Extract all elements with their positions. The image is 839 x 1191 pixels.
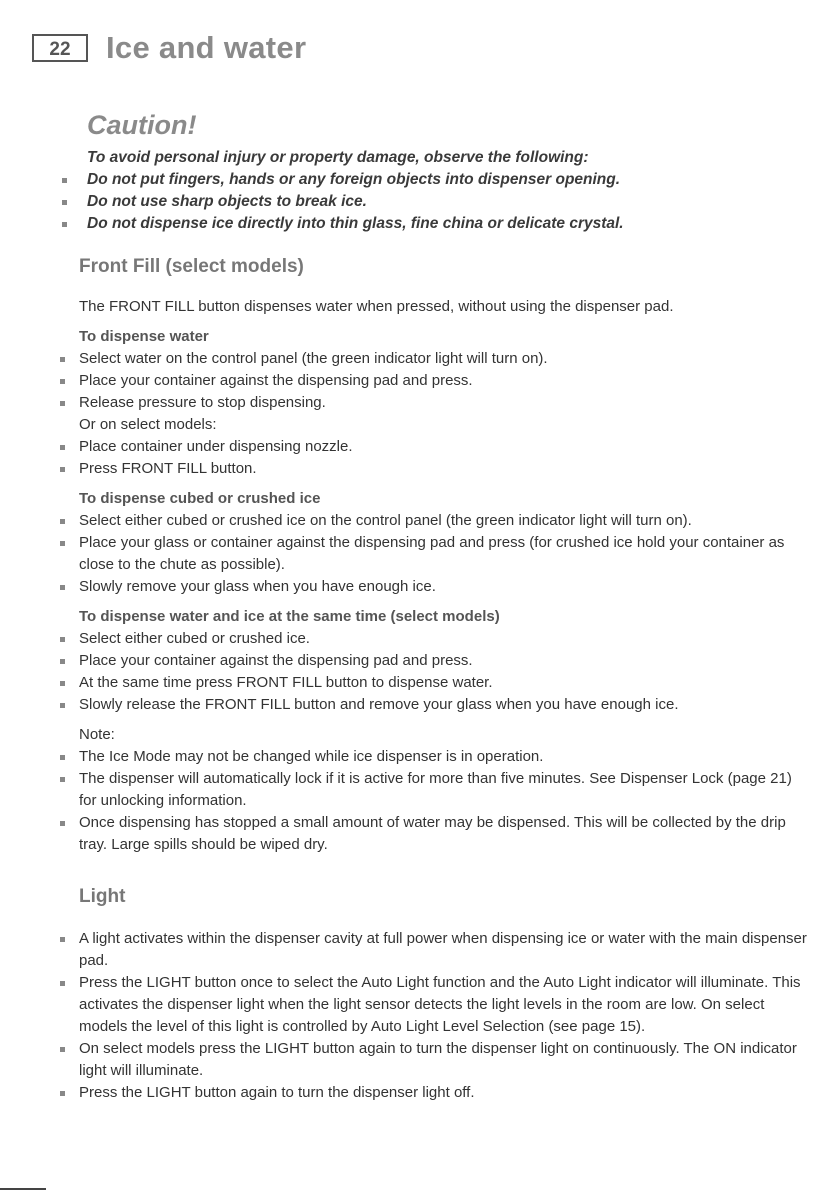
caution-box (87, 110, 807, 235)
alt-models-label: Or on select models: (79, 416, 217, 433)
list-item: Select either cubed or crushed ice. (79, 628, 809, 650)
caution-item: Do not use sharp objects to break ice. (87, 191, 807, 213)
list-item: A light activates within the dispenser cavity at full power when dispensing ice or water with the main dispenser pad. (79, 928, 809, 972)
list-item: Slowly remove your glass when you have enough ice. (79, 576, 809, 598)
list-item: Place your container against the dispensing pad and press. (79, 370, 809, 392)
light-section (79, 886, 809, 1104)
section-heading-light: Light (79, 886, 126, 907)
sub-heading-dispense-both: To dispense water and ice at the same time (select models) (79, 608, 500, 625)
note-label: Note: (79, 726, 115, 743)
front-fill-section (79, 256, 809, 856)
list-item: Press the LIGHT button again to turn the dispenser light off. (79, 1082, 809, 1104)
list-item: Once dispensing has stopped a small amount of water may be dispensed. This will be collected by the drip tray. Large spills should be wiped dry. (79, 812, 809, 856)
list-item: Press FRONT FILL button. (79, 458, 809, 480)
sub-heading-dispense-ice: To dispense cubed or crushed ice (79, 490, 321, 507)
list-item: At the same time press FRONT FILL button to dispense water. (79, 672, 809, 694)
list-item: On select models press the LIGHT button again to turn the dispenser light on continuously. The ON indicator light will illuminate. (79, 1038, 809, 1082)
list-item: Place your container against the dispensing pad and press. (79, 650, 809, 672)
caution-item: Do not put fingers, hands or any foreign objects into dispenser opening. (87, 169, 807, 191)
list-item: Select either cubed or crushed ice on the control panel (the green indicator light will turn on). (79, 510, 809, 532)
caution-item: Do not dispense ice directly into thin glass, fine china or delicate crystal. (87, 213, 807, 235)
list-item: Place container under dispensing nozzle. (79, 436, 809, 458)
section-heading-front-fill: Front Fill (select models) (79, 256, 304, 277)
footer-rule (0, 1188, 46, 1190)
sub-heading-dispense-water: To dispense water (79, 328, 209, 345)
list-item: Place your glass or container against the dispensing pad and press (for crushed ice hold your container as close to the chute as possible). (79, 532, 809, 576)
list-item: The Ice Mode may not be changed while ice dispenser is in operation. (79, 746, 809, 768)
list-item: Press the LIGHT button once to select the Auto Light function and the Auto Light indicator will illuminate. This activates the dispenser light when the light sensor detects the light levels in the room are low. On select models the level of this light is controlled by Auto Light Level Selection (see page 15). (79, 972, 809, 1038)
front-fill-intro: The FRONT FILL button dispenses water when pressed, without using the dispenser pad. (79, 298, 674, 315)
list-item: Select water on the control panel (the green indicator light will turn on). (79, 348, 809, 370)
page-header (32, 28, 306, 68)
page-number: 22 (32, 34, 88, 62)
caution-title: Caution! (87, 110, 197, 140)
list-item: The dispenser will automatically lock if it is active for more than five minutes. See Dispenser Lock (page 21) for unlocking information. (79, 768, 809, 812)
list-item: Release pressure to stop dispensing. (79, 392, 809, 414)
caution-intro: To avoid personal injury or property damage, observe the following: (87, 149, 589, 166)
list-item: Slowly release the FRONT FILL button and remove your glass when you have enough ice. (79, 694, 809, 716)
page-title: Ice and water (106, 30, 307, 65)
